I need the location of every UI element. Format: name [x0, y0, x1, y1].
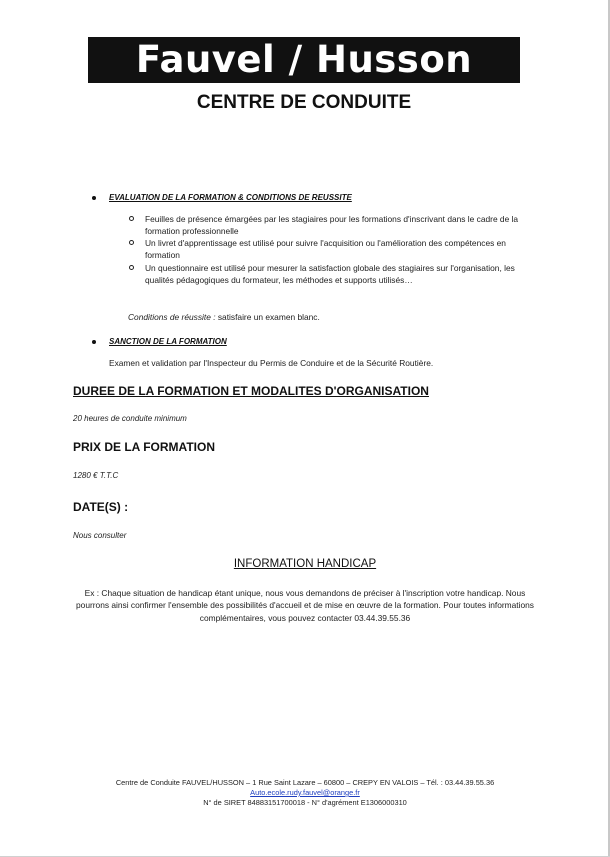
prix-heading: PRIX DE LA FORMATION: [73, 440, 215, 454]
conditions-label: Conditions de réussite :: [128, 312, 216, 322]
evaluation-item: Un livret d'apprentissage est utilisé pour suivre l'acquisition ou l'amélioration des compétences en formation: [145, 238, 506, 261]
footer-email-line: [0, 788, 610, 798]
footer-address: Centre de Conduite FAUVEL/HUSSON – 1 Rue Saint Lazare – 60800 – CREPY EN VALOIS – Tél. : 03.44.39.55.36: [115, 778, 495, 787]
footer-siret: N° de SIRET 84883151700018 - N° d'agrément E1306000310: [203, 798, 407, 807]
circle-bullet-icon: [129, 216, 134, 221]
evaluation-item: Un questionnaire est utilisé pour mesurer la satisfaction globale des stagiaires sur l'organisation, les qualités pédagogiques du formateur, les méthodes et supports utilisés…: [145, 263, 515, 286]
page-subtitle: CENTRE DE CONDUITE: [196, 92, 412, 113]
conditions-line: [128, 311, 320, 323]
circle-bullet-icon: [129, 240, 134, 245]
footer-email-link[interactable]: Auto.ecole.rudy.fauvel@orange.fr: [250, 788, 360, 797]
evaluation-item: Feuilles de présence émargées par les stagiaires pour les formations d'inscrivant dans le cadre de la formation professionnelle: [145, 214, 519, 237]
sanction-text: Examen et validation par l'Inspecteur du Permis de Conduire et de la Sécurité Routière.: [109, 358, 434, 368]
handicap-heading: INFORMATION HANDICAP: [233, 558, 377, 570]
duree-text: 20 heures de conduite minimum: [73, 414, 187, 423]
evaluation-heading: EVALUATION DE LA FORMATION & CONDITIONS DE REUSSITE: [109, 193, 352, 202]
sanction-heading: SANCTION DE LA FORMATION: [109, 337, 227, 346]
conditions-value: satisfaire un examen blanc.: [215, 312, 320, 322]
dates-heading: DATE(S) :: [73, 500, 129, 514]
prix-text: 1280 € T.T.C: [73, 471, 119, 480]
bullet-icon: [92, 196, 96, 200]
logo-banner: Fauvel / Husson: [88, 37, 520, 83]
duree-heading: DUREE DE LA FORMATION ET MODALITES D'ORGANISATION: [73, 384, 429, 398]
bullet-icon: [92, 340, 96, 344]
dates-text: Nous consulter: [73, 531, 127, 540]
handicap-text: Ex : Chaque situation de handicap étant unique, nous vous demandons de préciser à l'inscription votre handicap. Nous pourrons ainsi confirmer l'ensemble des possibilités d'accueil et de mise en œuvre de la formation. Pour toutes informations complémentaires, vous pouvez contacter 03.44.39.55.36: [76, 588, 534, 623]
circle-bullet-icon: [129, 265, 134, 270]
